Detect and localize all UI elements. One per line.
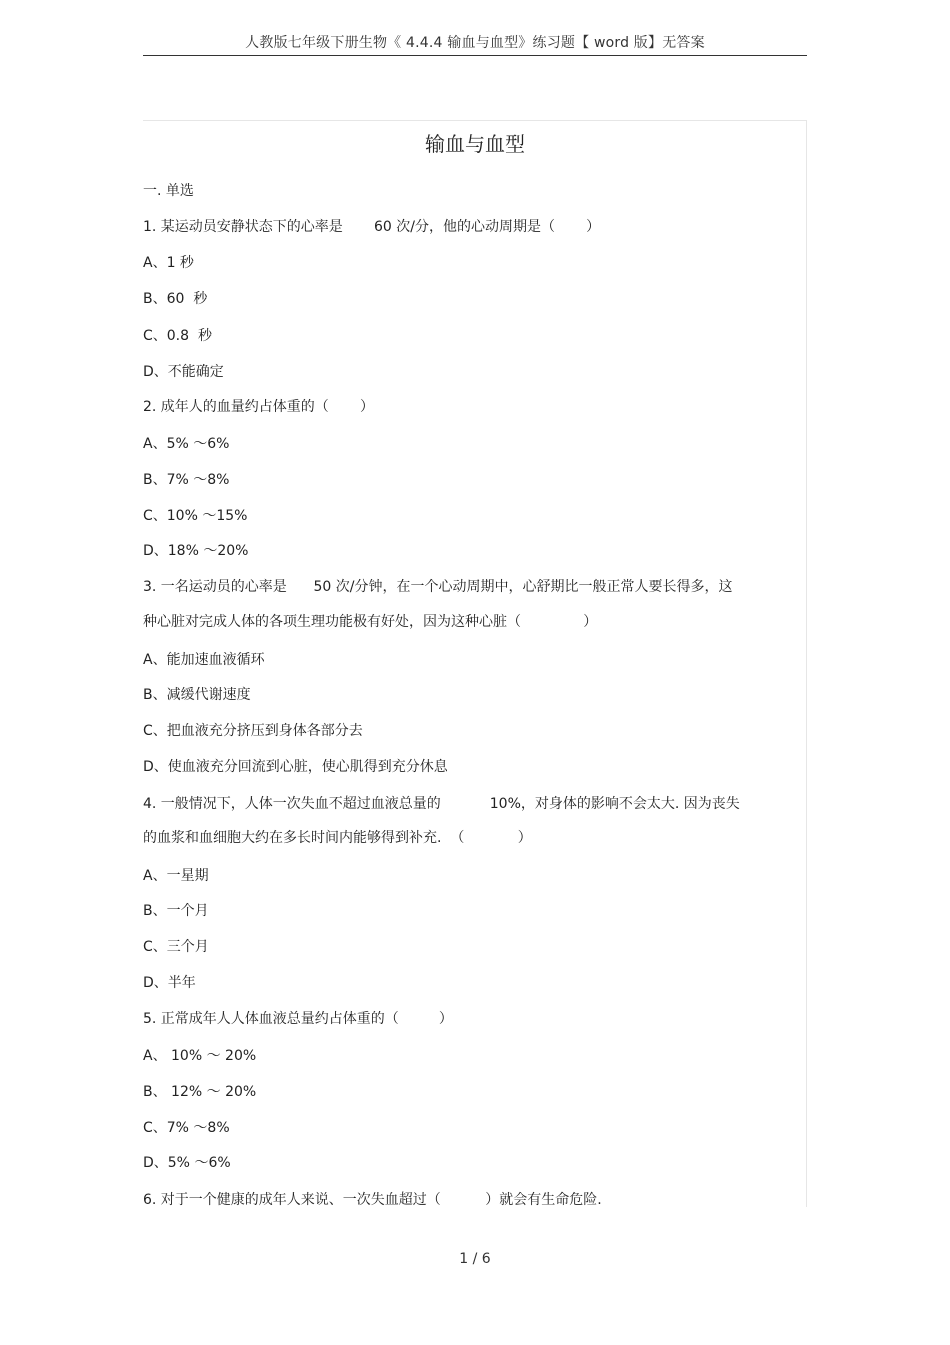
q2-option-a: A、5% ～6%	[143, 436, 230, 452]
question-4-line-2: 的血浆和血细胞大约在多长时间内能够得到补充. （ ）	[143, 830, 532, 846]
q2-option-b: B、7% ～8%	[143, 472, 230, 488]
q5-option-b: B、 12% ～ 20%	[143, 1084, 257, 1100]
section-heading: 一. 单选	[143, 183, 194, 199]
q4-option-a: A、一星期	[143, 868, 209, 884]
q5-option-c: C、7% ～8%	[143, 1120, 230, 1136]
question-1: 1. 某运动员安静状态下的心率是 60 次/分，他的心动周期是（ ）	[143, 219, 601, 235]
page-number: 1 / 6	[459, 1251, 491, 1267]
question-5: 5. 正常成年人人体血液总量约占体重的（ ）	[143, 1011, 453, 1027]
question-3-line-1: 3. 一名运动员的心率是 50 次/分钟，在一个心动周期中，心舒期比一般正常人要长得多，这	[143, 579, 733, 595]
q1-option-c: C、0.8 秒	[143, 328, 212, 344]
q3-option-b: B、减缓代谢速度	[143, 687, 251, 703]
q5-option-d: D、5% ～6%	[143, 1155, 231, 1171]
q3-option-c: C、把血液充分挤压到身体各部分去	[143, 723, 363, 739]
q2-option-d: D、18% ～20%	[143, 543, 249, 559]
q3-option-d: D、使血液充分回流到心脏，使心肌得到充分休息	[143, 759, 448, 775]
header-rule	[143, 55, 807, 56]
question-2: 2. 成年人的血量约占体重的（ ）	[143, 399, 374, 415]
q3-option-a: A、能加速血液循环	[143, 652, 265, 668]
q1-option-a: A、1 秒	[143, 255, 194, 271]
running-header: 人教版七年级下册生物《 4.4.4 输血与血型》练习题【 word 版】无答案	[245, 35, 705, 51]
q2-option-c: C、10% ～15%	[143, 508, 248, 524]
q1-option-d: D、不能确定	[143, 364, 224, 380]
q4-option-b: B、一个月	[143, 903, 209, 919]
question-3-line-2: 种心脏对完成人体的各项生理功能极有好处，因为这种心脏（ ）	[143, 614, 598, 630]
q1-option-b: B、60 秒	[143, 291, 208, 307]
q4-option-d: D、半年	[143, 975, 196, 991]
q4-option-c: C、三个月	[143, 939, 209, 955]
question-4-line-1: 4. 一般情况下，人体一次失血不超过血液总量的 10%，对身体的影响不会太大. 因为丧失	[143, 796, 740, 812]
question-6: 6. 对于一个健康的成年人来说、一次失血超过（ ）就会有生命危险.	[143, 1192, 602, 1208]
q5-option-a: A、 10% ～ 20%	[143, 1048, 257, 1064]
document-title: 输血与血型	[425, 132, 525, 156]
